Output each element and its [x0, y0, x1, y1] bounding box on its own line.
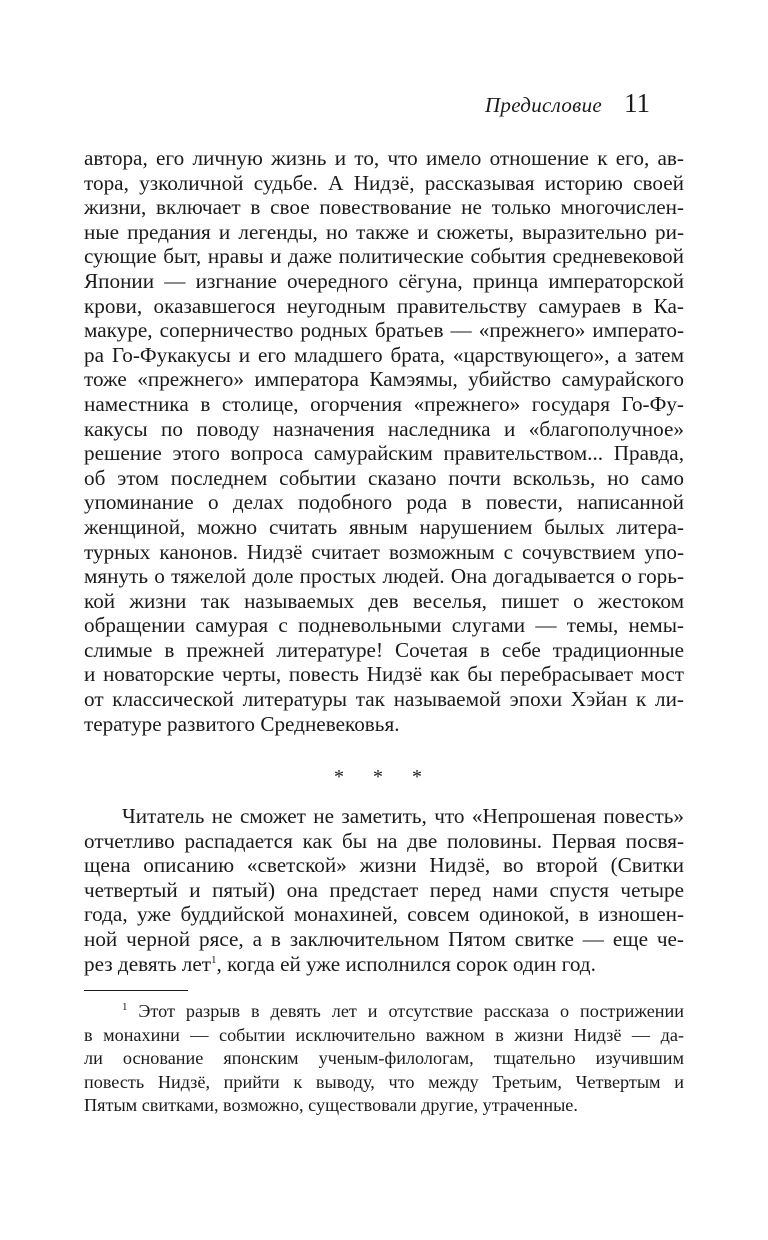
paragraph-line: сующие быт, нравы и даже политические события средневековой — [84, 244, 684, 269]
paragraph-line: слимые в прежней литературе! Сочетая в себе традиционные — [84, 637, 684, 662]
paragraph-line: тературе развитого Средневековья. — [84, 711, 400, 736]
page-number: 11 — [624, 88, 650, 118]
paragraph-line: от классической литературы так называемой эпохи Хэйан к ли- — [84, 687, 684, 712]
paragraph-line: тора, узколичной судьбе. А Нидзё, рассказывая историю своей — [84, 170, 684, 195]
running-head — [485, 88, 650, 119]
paragraph-line: ной черной рясе, а в заключительном Пятом свитке — еще че- — [84, 926, 684, 951]
paragraph-line: кой жизни так называемых дев веселья, пишет о жестоком — [84, 588, 684, 613]
footnote-line: в монахини — событии исключительно важном в жизни Нидзё — да- — [84, 1024, 684, 1045]
paragraph-line: автора, его личную жизнь и то, что имело отношение к его, ав- — [84, 146, 684, 170]
main-paragraph — [84, 146, 684, 736]
paragraph-line: упоминание о делах подобного рода в повести, написанной — [84, 490, 684, 515]
paragraph-line: какусы по поводу назначения наследника и «благополучное» — [84, 416, 684, 441]
paragraph-line: отчетливо распадается как бы на две половины. Первая посвя- — [84, 828, 684, 853]
footnote-divider — [84, 990, 188, 991]
footnote — [84, 1000, 684, 1118]
paragraph-line: наместника в столице, огорчения «прежнего» государя Го-Фу- — [84, 391, 684, 416]
paragraph-line: Читатель не сможет не заметить, что «Непрошеная повесть» — [122, 804, 684, 828]
section-break-asterism: * * * — [334, 766, 434, 788]
running-title: Предисловие — [484, 93, 602, 117]
paragraph-line: макуре, соперничество родных братьев — «прежнего» императо- — [84, 318, 684, 343]
paragraph-line: ра Го-Фукакусы и его младшего брата, «царствующего», а затем — [84, 342, 684, 367]
footnote-line: ли основание японским ученым-филологам, тщательно изучившим — [84, 1048, 684, 1069]
footnote-reference-mark[interactable]: 1 — [211, 953, 217, 966]
paragraph-line: мянуть о тяжелой доле простых людей. Она догадывается о горь- — [84, 564, 684, 589]
paragraph-line: тоже «прежнего» императора Камэямы, убийство самурайского — [84, 367, 684, 392]
last-line-end: , когда ей уже исполнился сорок один год. — [216, 951, 596, 976]
paragraph-line: крови, оказавшегося неугодным правительству самураев в Ка- — [84, 293, 684, 318]
paragraph-line: четвертый и пятый) она предстает перед нами спустя четыре — [84, 877, 684, 902]
second-paragraph — [84, 804, 684, 976]
footnote-first-line: Этот разрыв в девять лет и отсутствие рассказа о пострижении — [127, 1001, 684, 1021]
footnote-mark: 1 — [122, 1000, 128, 1013]
paragraph-line: жизни, включает в свое повествование не только многочислен- — [84, 195, 684, 220]
paragraph-line: обращении самурая с подневольными слугами — темы, немы- — [84, 613, 684, 638]
footnote-line: повесть Нидзё, прийти к выводу, что между Третьим, Четвертым и — [84, 1071, 684, 1092]
paragraph-line: решение этого вопроса самурайским правительством... Правда, — [84, 441, 684, 466]
paragraph-line: и новаторские черты, повесть Нидзё как бы перебрасывает мост — [84, 662, 684, 687]
footnote-lines — [84, 1024, 684, 1118]
paragraph-line: щена описанию «светской» жизни Нидзё, во второй (Свитки — [84, 853, 684, 878]
paragraph-line — [84, 952, 684, 977]
footnote-line — [84, 1000, 684, 1024]
paragraph-line: турных канонов. Нидзё считает возможным с сочувствием упо- — [84, 539, 684, 564]
paragraph-line: Японии — изгнание очередного сёгуна, принца императорской — [84, 268, 684, 293]
paragraph-line: ные предания и легенды, но также и сюжеты, выразительно ри- — [84, 219, 684, 244]
last-line-start: рез девять лет — [84, 951, 212, 976]
paragraph-line: женщиной, можно считать явным нарушением былых литера- — [84, 514, 684, 539]
paragraph-line: об этом последнем событии сказано почти вскользь, но само — [84, 465, 684, 490]
second-paragraph-lines — [84, 804, 684, 952]
footnote-line: Пятым свитками, возможно, существовали другие, утраченные. — [84, 1095, 578, 1116]
paragraph-line: года, уже буддийской монахиней, совсем одинокой, в изношен- — [84, 902, 684, 927]
